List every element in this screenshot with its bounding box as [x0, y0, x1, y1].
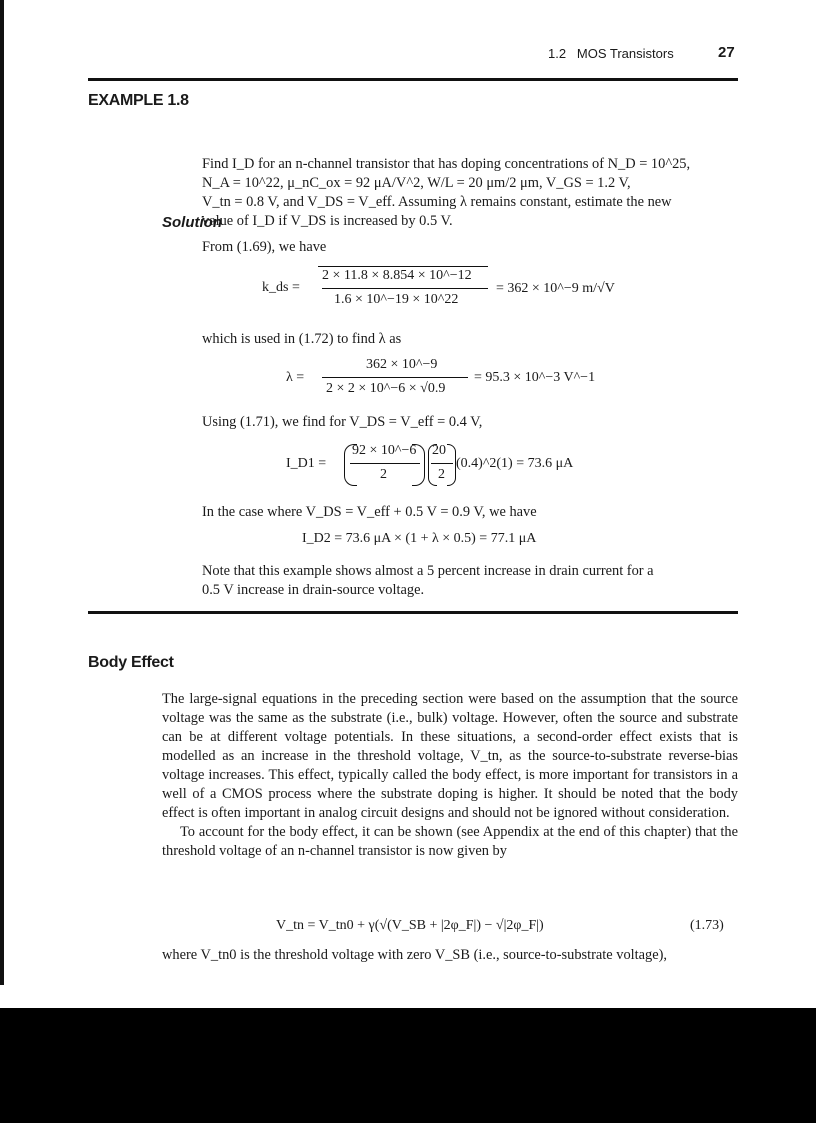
id1-right-paren-2 [447, 444, 456, 486]
page-number: 27 [718, 44, 735, 61]
example-problem [202, 155, 738, 231]
problem-line: Find I_D for an n-channel transistor that has doping concentrations of N_D = 10^25, [202, 156, 691, 172]
kds-denominator: 1.6 × 10^−19 × 10^22 [334, 292, 459, 307]
kds-numerator: 2 × 11.8 × 8.854 × 10^−12 [322, 268, 472, 283]
paragraph: The large-signal equations in the preceding section were based on the assumption that the source voltage was the same as the substrate (i.e., bulk) voltage. However, often the source and substrate can be at different voltage potentials. In these situations, a second-order effect exists that is modelled as an increase in the threshold voltage, V_tn, as the source-to-substrate reverse-bias voltage increases. This effect, typically called the body effect, is more important for transistors in a well of a CMOS process where the substrate doping is higher. It should be noted that the body effect is often important in analog circuit designs and should not be ignored without consideration. [162, 691, 738, 821]
kds-result: = 362 × 10^−9 m/√V [496, 281, 615, 296]
id1-frac1-den: 2 [380, 467, 387, 482]
id1-frac1-num: 92 × 10^−6 [352, 443, 417, 458]
lambda-lhs: λ = [286, 370, 305, 385]
case-text: In the case where V_DS = V_eff + 0.5 V = 0.9 V, we have [202, 504, 537, 520]
where-text: where V_tn0 is the threshold voltage with zero V_SB (i.e., source-to-substrate voltage), [162, 947, 668, 963]
id1-frac2-num: 20 [432, 443, 446, 458]
lambda-denominator: 2 × 2 × 10^−6 × √0.9 [326, 381, 446, 396]
solution-label: Solution [162, 214, 222, 231]
id1-right-paren [412, 444, 425, 486]
section-heading: Body Effect [88, 654, 174, 671]
problem-line: V_tn = 0.8 V, and V_DS = V_eff. Assuming λ remains constant, estimate the new [202, 194, 672, 210]
id1-frac1-bar [350, 463, 420, 464]
kds-fraction-bar [322, 288, 488, 289]
id2-equation: I_D2 = 73.6 μA × (1 + λ × 0.5) = 77.1 μA [302, 531, 537, 546]
lambda-result: = 95.3 × 10^−3 V^−1 [474, 370, 596, 385]
kds-lhs: k_ds = [262, 280, 300, 295]
body-effect-text [162, 690, 738, 861]
paragraph: To account for the body effect, it can be shown (see Appendix at the end of this chapter) that the threshold voltage of an n-channel transistor is now given by [162, 824, 738, 859]
using-text: Using (1.71), we find for V_DS = V_eff = 0.4 V, [202, 414, 483, 430]
example-bottom-rule [88, 611, 738, 614]
lambda-fraction-bar [322, 377, 468, 378]
scan-left-edge [0, 0, 4, 985]
lambda-numerator: 362 × 10^−9 [366, 357, 438, 372]
from-text: From (1.69), we have [202, 239, 327, 255]
id1-tail: (0.4)^2(1) = 73.6 μA [456, 456, 574, 471]
example-top-rule [88, 78, 738, 81]
note-line: Note that this example shows almost a 5 percent increase in drain current for a [202, 563, 654, 579]
scan-bottom-shadow [0, 1008, 816, 1123]
example-title: EXAMPLE 1.8 [88, 92, 189, 109]
problem-line: value of I_D if V_DS is increased by 0.5 V. [202, 213, 453, 229]
kds-equation [262, 280, 300, 296]
problem-line: N_A = 10^22, μ_nC_ox = 92 μA/V^2, W/L = 20 μm/2 μm, V_GS = 1.2 V, [202, 175, 631, 191]
body-effect-equation: V_tn = V_tn0 + γ(√(V_SB + |2φ_F|) − √|2φ_F|) [276, 918, 544, 933]
example-note [202, 562, 738, 600]
note-line: 0.5 V increase in drain-source voltage. [202, 582, 425, 598]
equation-number: (1.73) [690, 918, 724, 933]
running-header-section: 1.2 MOS Transistors [548, 46, 674, 61]
lambda-text: which is used in (1.72) to find λ as [202, 331, 402, 347]
id1-frac2-den: 2 [438, 467, 445, 482]
id1-lhs: I_D1 = [286, 456, 327, 471]
